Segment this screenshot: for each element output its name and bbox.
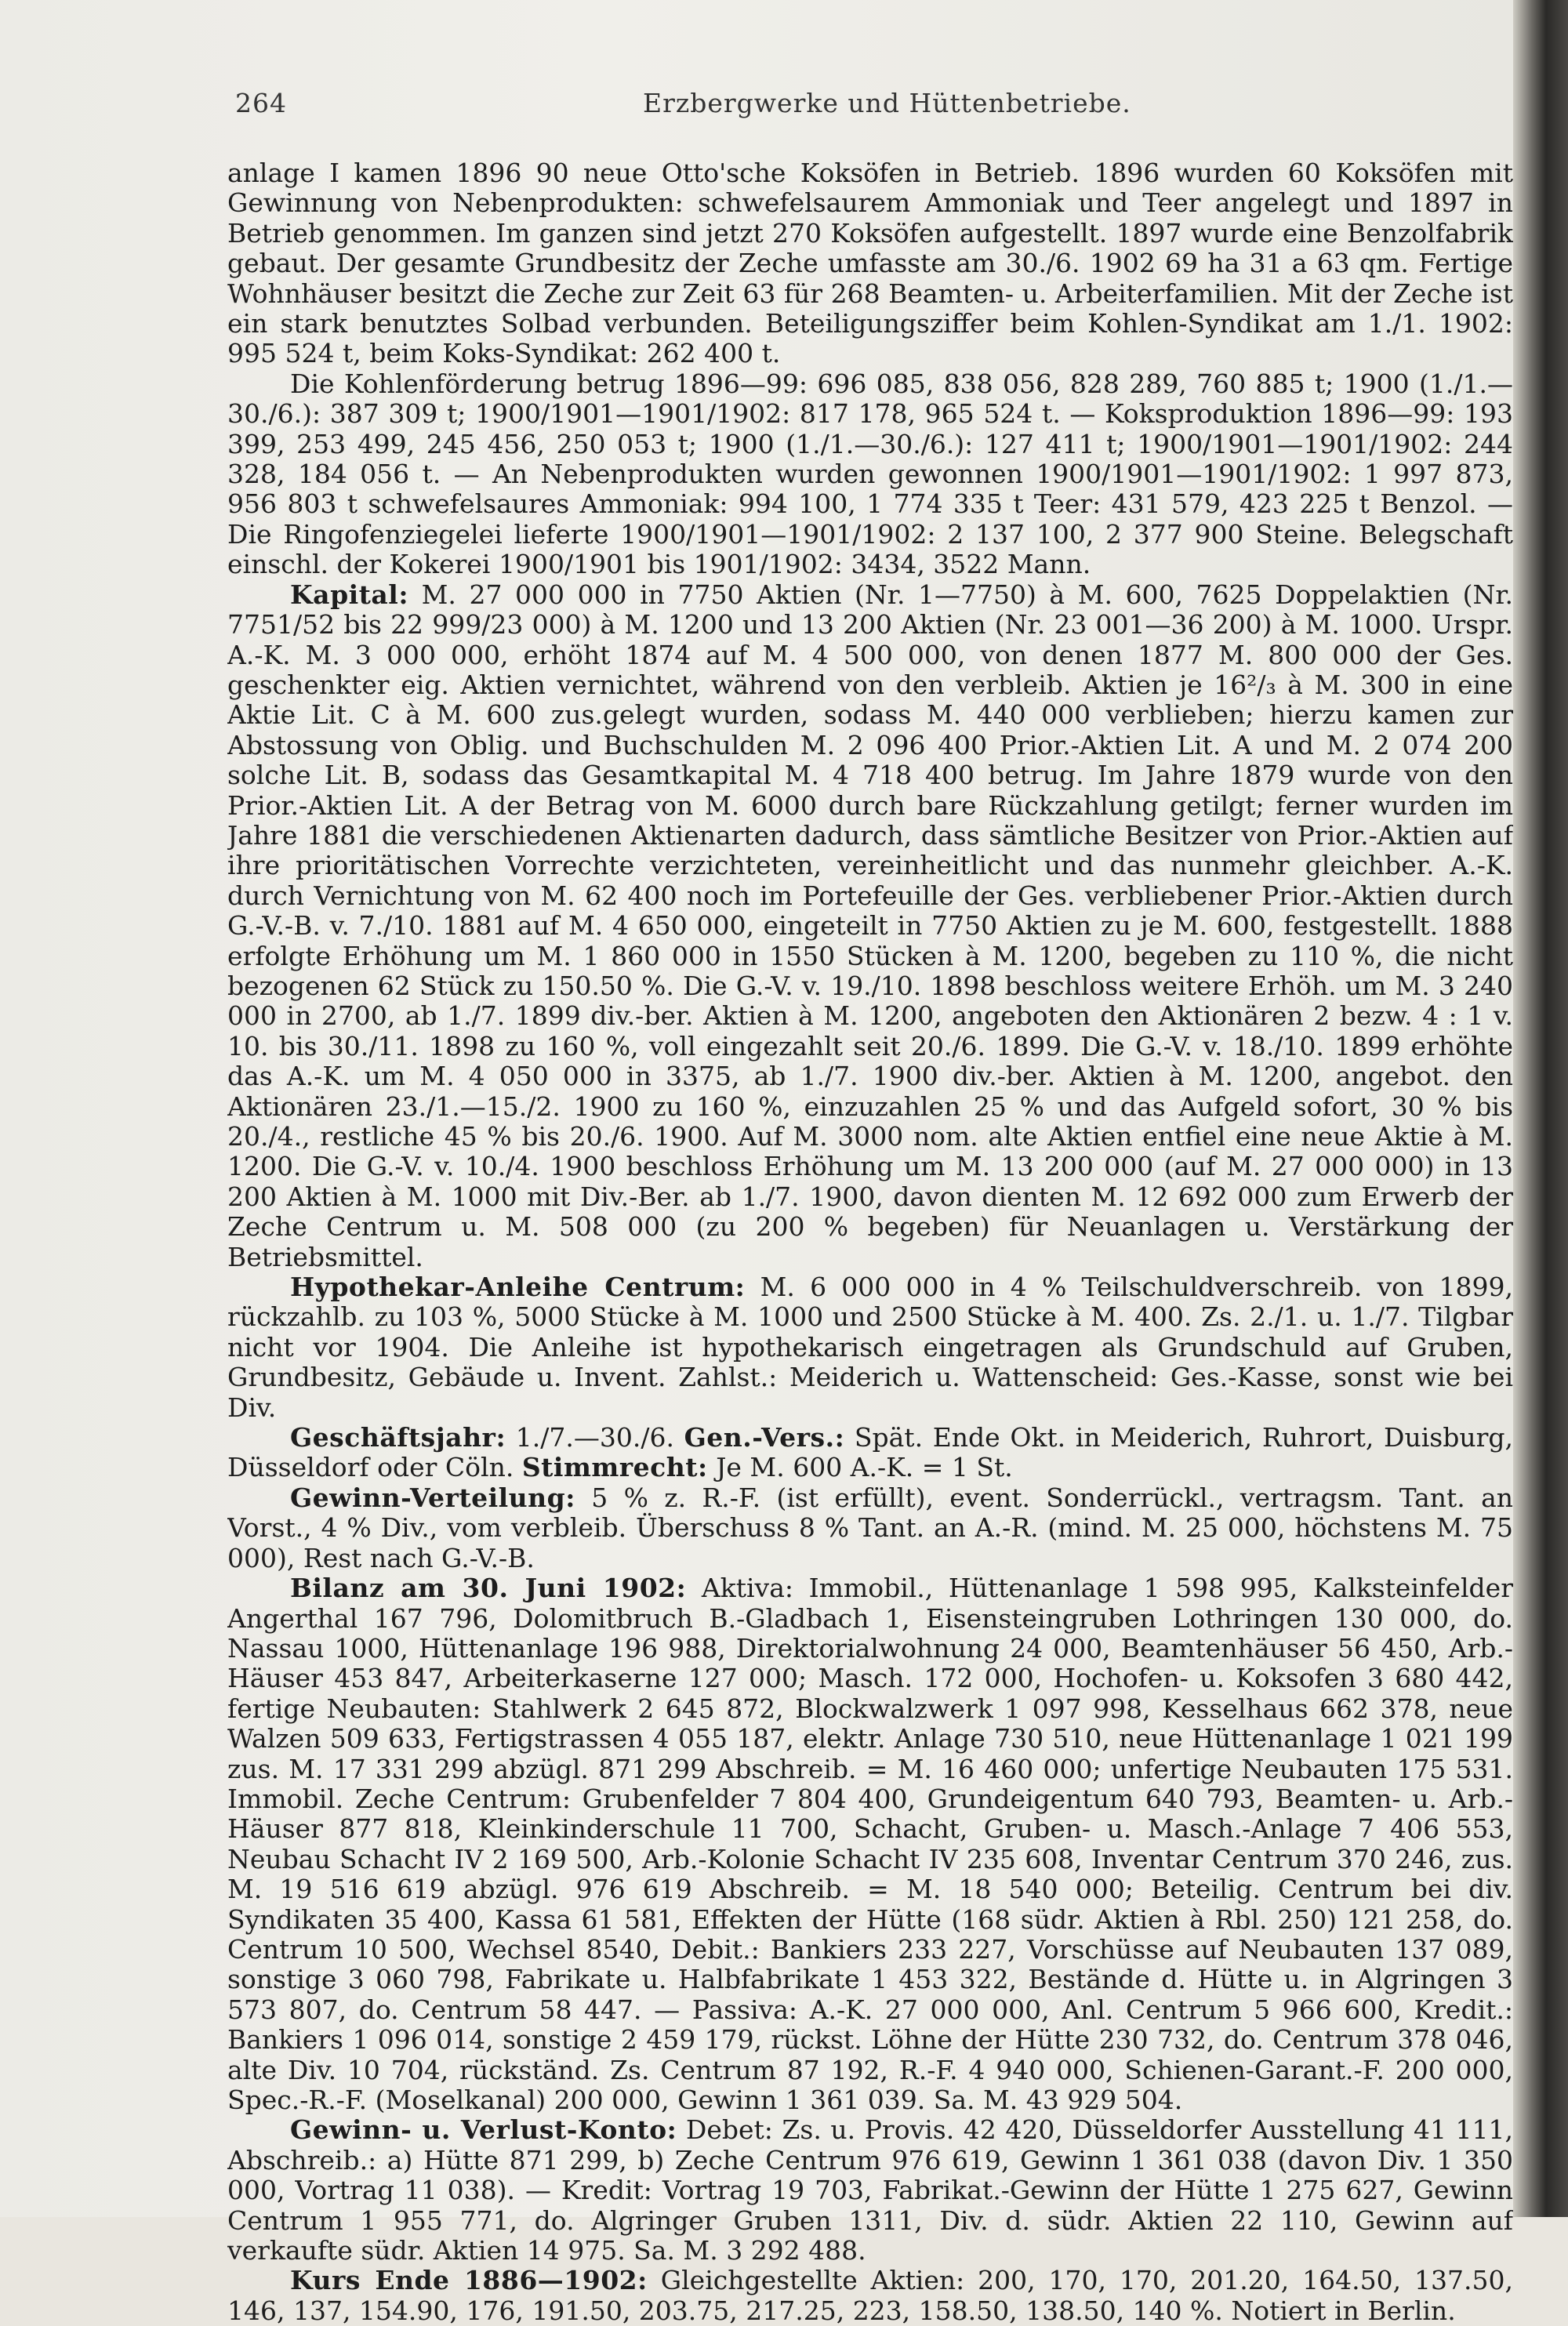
paragraph-gewinn-verlust: Gewinn- u. Verlust-Konto: Debet: Zs. u. Provis. 42 420, Düsseldorfer Ausstellung 41 111, Abschreib.: a) Hütte 871 299, b) Zeche Centrum 976 619, Gewinn 1 361 038 (davon Div. 1 350 000, Vortrag 11 038). — Kredit: Vortrag 19 703, Fabrikat.-Gewinn der Hütte 1 275 627, Gewinn Centrum 1 955 771, do. Algringer Gruben 1311, Div. d. südr. Aktien 22 110, Gewinn auf verkaufte südr. Aktien 14 975. Sa. M. 3 292 488. [227,2114,1513,2266]
section-label: Kurs Ende 1886—1902: [290,2265,648,2296]
paragraph-coke-ovens: anlage I kamen 1896 90 neue Otto'sche Koksöfen in Betrieb. 1896 wurden 60 Koksöfen mit Gewinnung von Nebenprodukten: schwefelsaurem Ammoniak und Teer angelegt und 1897 in Betrieb genommen. Im ganzen sind jetzt 270 Koksöfen aufgestellt. 1897 wurde eine Benzolfabrik gebaut. Der gesamte Grundbesitz der Zeche umfasste am 30./6. 1902 69 ha 31 a 63 qm. Fertige Wohnhäuser besitzt die Zeche zur Zeit 63 für 268 Beamten- u. Arbeiterfamilien. Mit der Zeche ist ein stark benutztes Solbad verbunden. Beteiligungsziffer beim Kohlen-Syndikat am 1./1. 1902: 995 524 t, beim Koks-Syndikat: 262 400 t. [227,158,1513,369]
paragraph-production: Die Kohlenförderung betrug 1896—99: 696 085, 838 056, 828 289, 760 885 t; 1900 (1./1.—30./6.): 387 309 t; 1900/1901—1901/1902: 817 178, 965 524 t. — Koksproduktion 1896—99: 193 399, 253 499, 245 456, 250 053 t; 1900 (1./1.—30./6.): 127 411 t; 1900/1901—1901/1902: 244 328, 184 056 t. — An Nebenprodukten wurden gewonnen 1900/1901—1901/1902: 1 997 873, 956 803 t schwefelsaures Ammoniak: 994 100, 1 774 335 t Teer: 431 579, 423 225 t Benzol. — Die Ringofenziegelei lieferte 1900/1901—1901/1902: 2 137 100, 2 377 900 Steine. Belegschaft einschl. der Kokerei 1900/1901 bis 1901/1902: 3434, 3522 Mann. [227,368,1513,580]
section-label: Kapital: [290,579,409,610]
running-head: Erzbergwerke und Hüttenbetriebe. [643,88,1131,118]
section-label: Geschäftsjahr: [290,1422,506,1453]
paragraph-kapital: Kapital: M. 27 000 000 in 7750 Aktien (Nr. 1—7750) à M. 600, 7625 Doppelaktien (Nr. 7751/52 bis 22 999/23 000) à M. 1200 und 13 200 Aktien (Nr. 23 001—36 200) à M. 1000. Urspr. A.-K. M. 3 000 000, erhöht 1874 auf M. 4 500 000, von denen 1877 M. 800 000 der Ges. geschenkter eig. Aktien vernichtet, während von den verbleib. Aktien je 16²/₃ à M. 300 in eine Aktie Lit. C à M. 600 zus.gelegt wurden, sodass M. 440 000 verblieben; hierzu kamen zur Abstossung von Oblig. und Buchschulden M. 2 096 400 Prior.-Aktien Lit. A und M. 2 074 200 solche Lit. B, sodass das Gesamtkapital M. 4 718 400 betrug. Im Jahre 1879 wurde von den Prior.-Aktien Lit. A der Betrag von M. 6000 durch bare Rückzahlung getilgt; ferner wurden im Jahre 1881 die verschiedenen Aktienarten dadurch, dass sämtliche Besitzer von Prior.-Aktien auf ihre prioritätischen Vorrechte verzichteten, vereinheitlicht und das nunmehr gleichber. A.-K. durch Vernichtung von M. 62 400 noch im Portefeuille der Ges. verbliebener Prior.-Aktien durch G.-V.-B. v. 7./10. 1881 auf M. 4 650 000, eingeteilt in 7750 Aktien zu je M. 600, festgestellt. 1888 erfolgte Erhöhung um M. 1 860 000 in 1550 Stücken à M. 1200, begeben zu 110 %, die nicht bezogenen 62 Stück zu 150.50 %. Die G.-V. v. 19./10. 1898 beschloss weitere Erhöh. um M. 3 240 000 in 2700, ab 1./7. 1899 div.-ber. Aktien à M. 1200, angeboten den Aktionären 2 bezw. 4 : 1 v. 10. bis 30./11. 1898 zu 160 %, voll eingezahlt seit 20./6. 1899. Die G.-V. v. 18./10. 1899 erhöhte das A.-K. um M. 4 050 000 in 3375, ab 1./7. 1900 div.-ber. Aktien à M. 1200, angebot. den Aktionären 23./1.—15./2. 1900 zu 160 %, einzuzahlen 25 % und das Aufgeld sofort, 30 % bis 20./4., restliche 45 % bis 20./6. 1900. Auf M. 3000 nom. alte Aktien entfiel eine neue Aktie à M. 1200. Die G.-V. v. 10./4. 1900 beschloss Erhöhung um M. 13 200 000 (auf M. 27 000 000) in 13 200 Aktien à M. 1000 mit Div.-Ber. ab 1./7. 1900, davon dienten M. 12 692 000 zum Erwerb der Zeche Centrum u. M. 508 000 (zu 200 % begeben) für Neuanlagen u. Verstärkung der Betriebsmittel. [227,579,1513,1272]
paragraph-kurs: Kurs Ende 1886—1902: Gleichgestellte Aktien: 200, 170, 170, 201.20, 164.50, 137.50, 146, 137, 154.90, 176, 191.50, 203.75, 217.25, 223, 158.50, 138.50, 140 %. Notiert in Berlin. [227,2265,1513,2326]
section-label: Bilanz am 30. Juni 1902: [290,1573,687,1604]
paragraph-bilanz: Bilanz am 30. Juni 1902: Aktiva: Immobil., Hüttenanlage 1 598 995, Kalksteinfelder Angerthal 167 796, Dolomitbruch B.-Gladbach 1, Eisensteingruben Lothringen 130 000, do. Nassau 1000, Hüttenanlage 196 988, Direktorialwohnung 24 000, Beamtenhäuser 56 450, Arb.-Häuser 453 847, Arbeiterkaserne 127 000; Masch. 172 000, Hochofen- u. Koksofen 3 680 442, fertige Neubauten: Stahlwerk 2 645 872, Blockwalzwerk 1 097 998, Kesselhaus 662 378, neue Walzen 509 633, Fertigstrassen 4 055 187, elektr. Anlage 730 510, neue Hüttenanlage 1 021 199 zus. M. 17 331 299 abzügl. 871 299 Abschreib. = M. 16 460 000; unfertige Neubauten 175 531. Immobil. Zeche Centrum: Grubenfelder 7 804 400, Grundeigentum 640 793, Beamten- u. Arb.-Häuser 877 818, Kleinkinderschule 11 700, Schacht, Gruben- u. Masch.-Anlage 7 406 553, Neubau Schacht IV 2 169 500, Arb.-Kolonie Schacht IV 235 608, Inventar Centrum 370 246, zus. M. 19 516 619 abzügl. 976 619 Abschreib. = M. 18 540 000; Beteilig. Centrum bei div. Syndikaten 35 400, Kassa 61 581, Effekten der Hütte (168 südr. Aktien à Rbl. 250) 121 258, do. Centrum 10 500, Wechsel 8540, Debit.: Bankiers 233 227, Vorschüsse auf Neubauten 137 089, sonstige 3 060 798, Fabrikate u. Halbfabrikate 1 453 322, Bestände d. Hütte u. in Algringen 3 573 807, do. Centrum 58 447. — Passiva: A.-K. 27 000 000, Anl. Centrum 5 966 600, Kredit.: Bankiers 1 096 014, sonstige 2 459 179, rückst. Löhne der Hütte 230 732, do. Centrum 378 046, alte Div. 10 704, rückständ. Zs. Centrum 87 192, R.-F. 4 940 000, Schienen-Garant.-F. 200 000, Spec.-R.-F. (Moselkanal) 200 000, Gewinn 1 361 039. Sa. M. 43 929 504. [227,1573,1513,2115]
page-body [227,158,1513,2326]
page-number: 264 [235,88,287,118]
section-label: Gen.-Vers.: [684,1422,845,1453]
section-label: Gewinn- u. Verlust-Konto: [290,2114,677,2146]
paragraph-anleihe: Hypothekar-Anleihe Centrum: M. 6 000 000 in 4 % Teilschuldverschreib. von 1899, rückzahlb. zu 103 %, 5000 Stücke à M. 1000 und 2500 Stücke à M. 400. Zs. 2./1. u. 1./7. Tilgbar nicht vor 1904. Die Anleihe ist hypothekarisch eingetragen als Grundschuld auf Gruben, Grundbesitz, Gebäude u. Invent. Zahlst.: Meiderich u. Wattenscheid: Ges.-Kasse, sonst wie bei Div. [227,1272,1513,1423]
section-label: Hypothekar-Anleihe Centrum: [290,1272,746,1303]
page-header [235,88,1521,127]
section-label: Gewinn-Verteilung: [290,1482,575,1513]
paragraph-geschaeftsjahr: Geschäftsjahr: 1./7.—30./6. Gen.-Vers.: Spät. Ende Okt. in Meiderich, Ruhrort, Duisburg, Düsseldorf oder Cöln. Stimmrecht: Je M. 600 A.-K. = 1 St. [227,1422,1513,1483]
section-label: Stimmrecht: [521,1452,708,1483]
paragraph-gewinn-verteilung: Gewinn-Verteilung: 5 % z. R.-F. (ist erfüllt), event. Sonderrückl., vertragsm. Tant. an Vorst., 4 % Div., vom verbleib. Überschuss 8 % Tant. an A.-R. (mind. M. 25 000, höchstens M. 75 000), Rest nach G.-V.-B. [227,1482,1513,1573]
page-edge-shadow [1513,0,1568,2217]
